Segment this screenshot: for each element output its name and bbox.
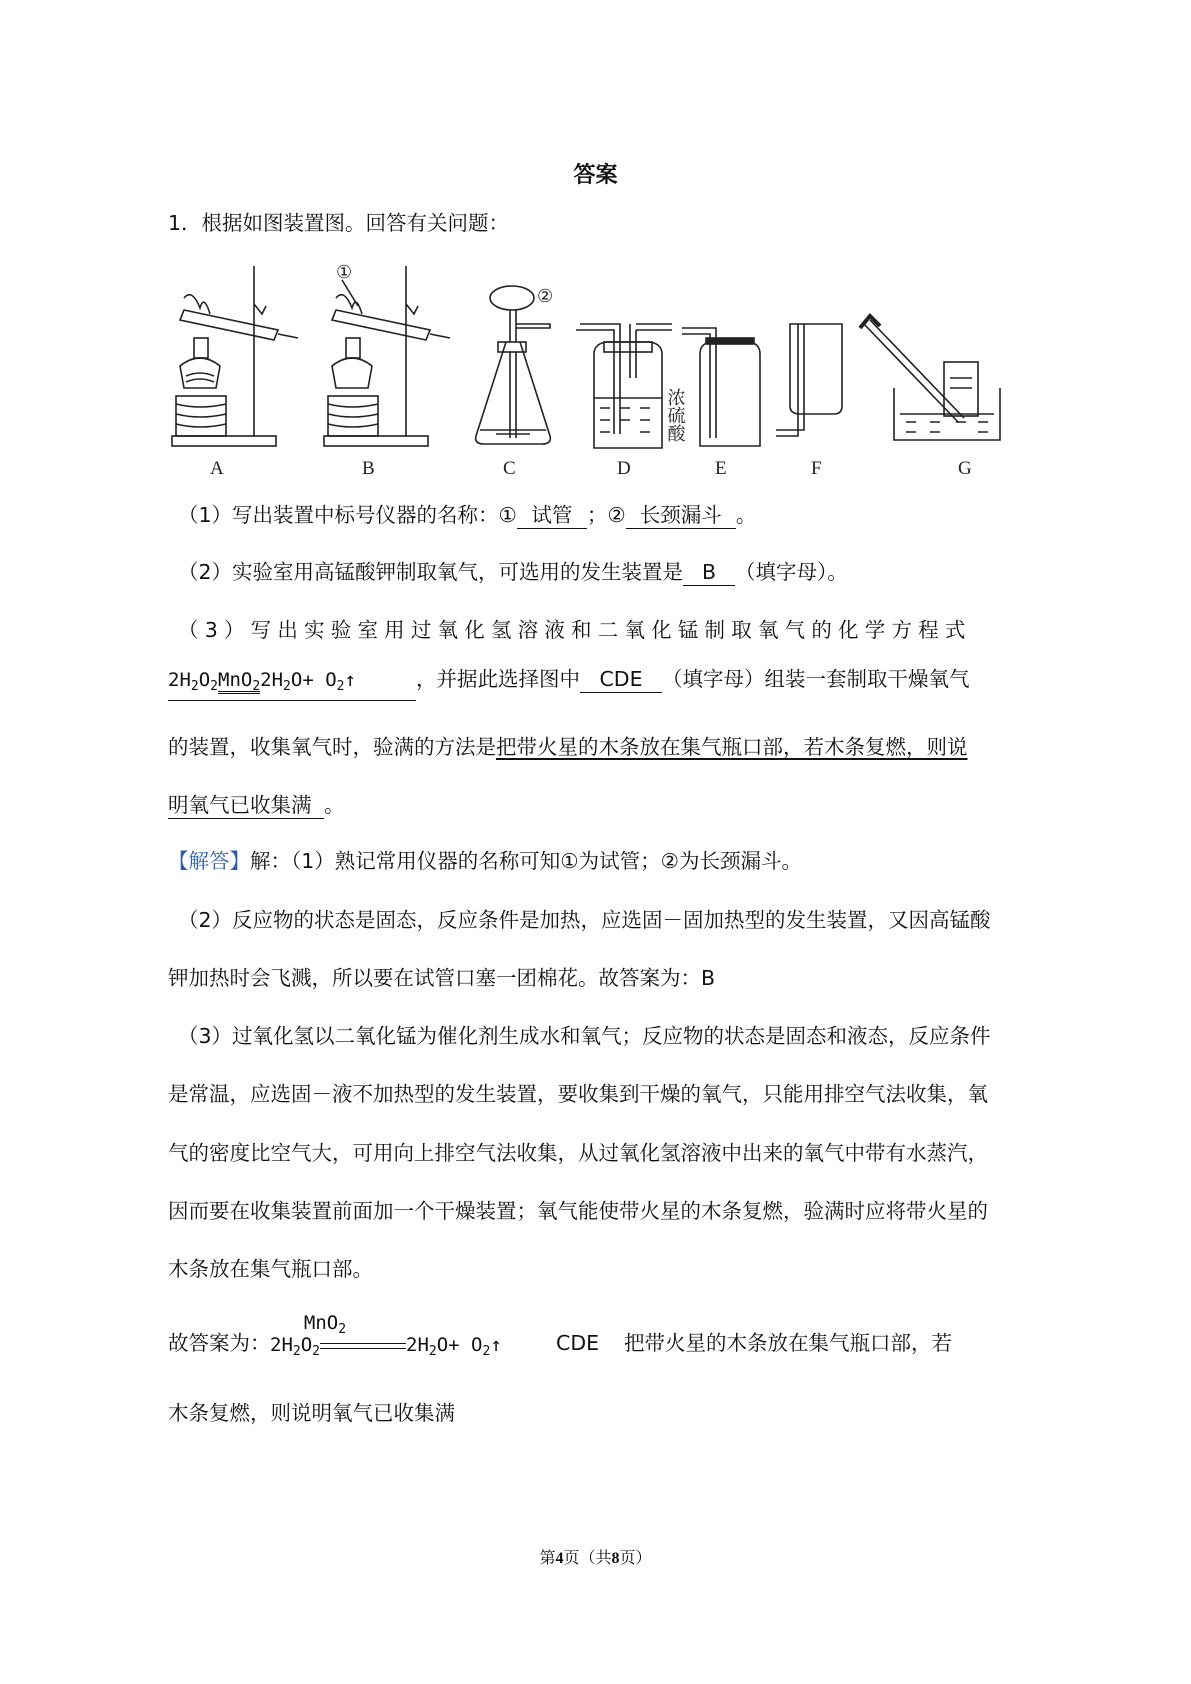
solution-3d: 因而要在收集装置前面加一个干燥装置；氧气能使带火星的木条复燃，验满时应将带火星的 xyxy=(168,1199,988,1223)
apparatus-b xyxy=(324,266,450,446)
answer-3-3b: 明氧气已收集满 xyxy=(168,792,324,819)
answer-3-2: CDE xyxy=(580,666,662,693)
final-last: 木条复燃，则说明氧气已收集满 xyxy=(168,1401,455,1425)
answer-1-1: 试管 xyxy=(517,502,587,529)
label-c: C xyxy=(503,458,516,479)
question-stem: 1．根据如图装置图。回答有关问题： xyxy=(168,211,510,235)
mark-2: ② xyxy=(537,286,554,307)
label-b: B xyxy=(362,458,375,479)
page-number: 4 xyxy=(555,1550,564,1567)
solution-3b: 是常温，应选固－液不加热型的发生装置，要收集到干燥的氧气，只能用排空气法收集，氧 xyxy=(168,1082,988,1106)
label-a: A xyxy=(210,458,224,479)
apparatus-e xyxy=(682,328,760,446)
solution-2a: （2）反应物的状态是固态，反应条件是加热，应选固－固加热型的发生装置，又因高锰酸 xyxy=(178,908,991,932)
final-answer-line: 故答案为： xyxy=(168,1331,271,1355)
answer-3-3a: 把带火星的木条放在集气瓶口部，若木条复燃，则说 xyxy=(496,735,968,759)
solution-3e: 木条放在集气瓶口部。 xyxy=(168,1257,373,1281)
apparatus-c xyxy=(476,286,554,444)
solution-1: 【解答】解：（1）熟记常用仪器的名称可知①为试管；②为长颈漏斗。 xyxy=(168,849,803,873)
mark-1: ① xyxy=(336,262,353,283)
apparatus-a xyxy=(172,266,298,446)
final-equation: $2H_2O_2$ $2H_2O+$ $O_2↑$ xyxy=(270,1334,502,1359)
solution-3a: （3）过氧化氢以二氧化锰为催化剂生成水和氧气；反应物的状态是固态和液态，反应条件 xyxy=(178,1024,991,1048)
part-1: （1）写出装置中标号仪器的名称：① 试管 ；② 长颈漏斗 。 xyxy=(178,503,757,527)
page-title: 答案 xyxy=(573,163,618,188)
catalyst-label: MnO$_2$ xyxy=(303,1312,347,1337)
label-g: G xyxy=(958,458,972,479)
label-e: E xyxy=(715,458,727,479)
part-3-line4: 明氧气已收集满 。 xyxy=(168,793,345,817)
solution-tag: 【解答】 xyxy=(168,849,250,873)
final-method: 把带火星的木条放在集气瓶口部，若 xyxy=(624,1331,952,1355)
part-2: （2）实验室用高锰酸钾制取氧气，可选用的发生装置是 B （填字母）。 xyxy=(178,560,848,584)
liquid-label: 浓硫酸 xyxy=(664,388,686,442)
part-3-line1: （3）写出实验室用过氧化氢溶液和二氧化锰制取氧气的化学方程式 xyxy=(178,618,972,642)
page-total: 8 xyxy=(611,1550,620,1567)
part-3-line2: $2H_2O_2MnO_22H_2O+$ $O_2↑$ ，并据此选择图中 CDE （填字母）组装一套制取干燥氧气 xyxy=(168,664,970,701)
label-d: D xyxy=(617,458,631,479)
apparatus-d xyxy=(576,324,672,448)
apparatus-figure xyxy=(170,258,1090,518)
final-cde: CDE xyxy=(556,1331,600,1355)
page-footer: 第4页（共8页） xyxy=(539,1550,652,1567)
label-f: F xyxy=(811,458,822,479)
solution-3c: 气的密度比空气大，可用向上排空气法收集，从过氧化氢溶液中出来的氧气中带有水蒸汽， xyxy=(168,1141,988,1165)
equation-answer: $2H_2O_2MnO_22H_2O+$ $O_2↑$ xyxy=(168,667,416,701)
answer-1-2: 长颈漏斗 xyxy=(626,502,736,529)
answer-2: B xyxy=(683,559,735,586)
solution-2b: 钾加热时会飞溅，所以要在试管口塞一团棉花。故答案为：B xyxy=(168,966,716,990)
apparatus-g xyxy=(860,316,1000,440)
apparatus-f xyxy=(776,324,842,436)
part-3-line3: 的装置，收集氧气时，验满的方法是把带火星的木条放在集气瓶口部，若木条复燃，则说 xyxy=(168,735,968,759)
